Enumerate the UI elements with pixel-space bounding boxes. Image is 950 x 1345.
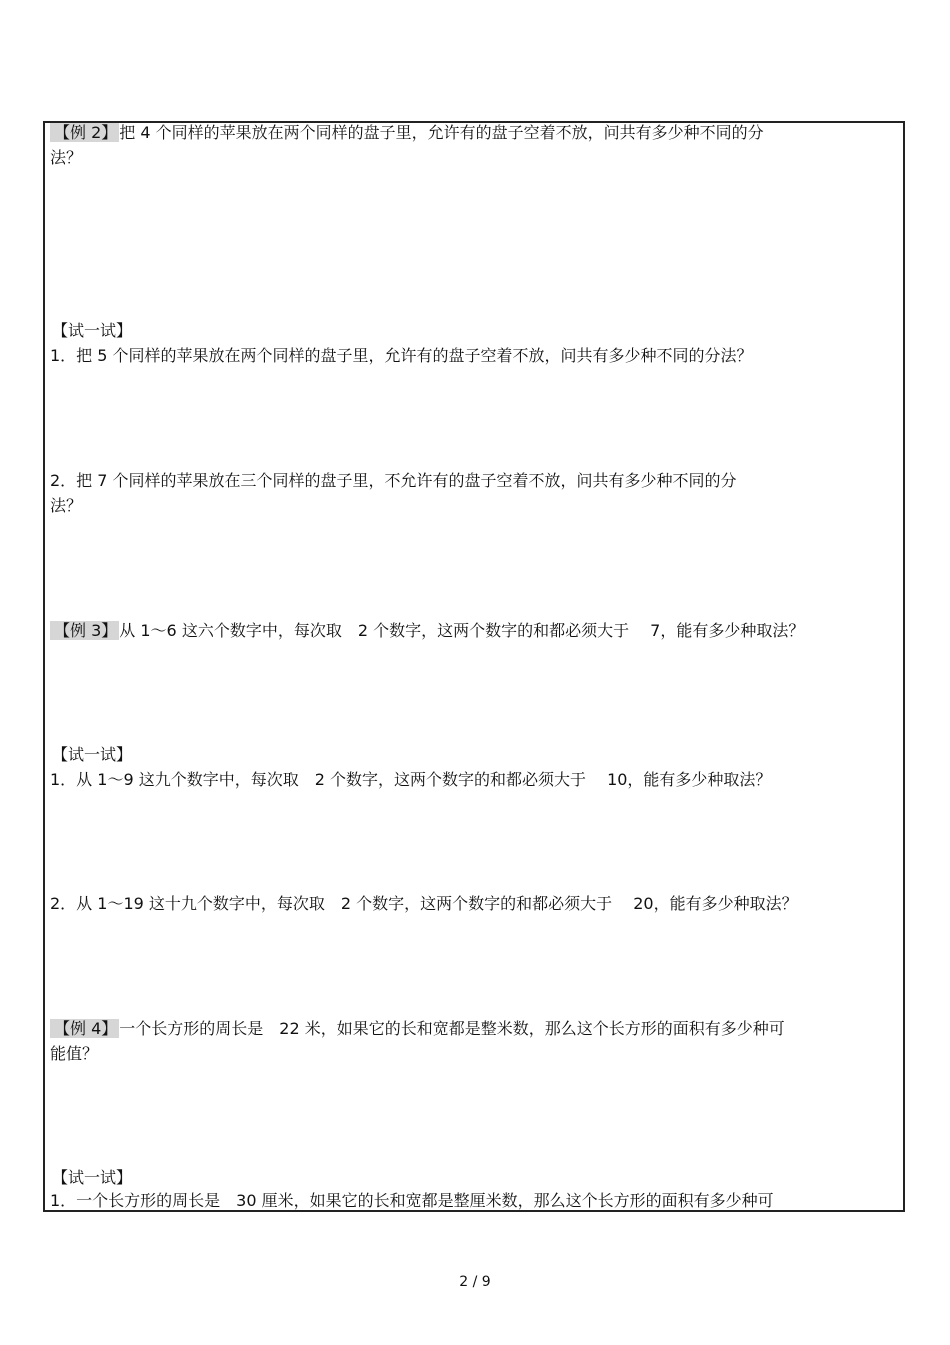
example4-tag: 【例 4】 xyxy=(50,1019,119,1038)
try2-question-2: 2．从 1～19 这十九个数字中，每次取 2 个数字，这两个数字的和都必须大于 20，能有多少种取法？ xyxy=(50,894,798,913)
example2-text-1: 把 4 个同样的苹果放在两个同样的盘子里，允许有的盘子空着不放，问共有多少种不同的分 xyxy=(119,123,764,142)
try2-question-1: 1．从 1～9 这九个数字中，每次取 2 个数字，这两个数字的和都必须大于 10，能有多少种取法？ xyxy=(50,770,772,789)
content-frame xyxy=(43,121,905,1212)
try1-question-2-line2: 法？ xyxy=(50,496,83,515)
try2-heading: 【试一试】 xyxy=(52,745,133,764)
example2-line1 xyxy=(50,122,764,144)
example4-line1 xyxy=(50,1018,785,1040)
example4-text-2: 能值？ xyxy=(50,1044,99,1063)
example3-tag: 【例 3】 xyxy=(50,621,119,640)
page-number: 2 / 9 xyxy=(459,1274,491,1290)
try1-heading: 【试一试】 xyxy=(52,321,133,340)
try1-question-1: 1．把 5 个同样的苹果放在两个同样的盘子里，允许有的盘子空着不放，问共有多少种不同的分法？ xyxy=(50,346,753,365)
example4-text-1: 一个长方形的周长是 22 米，如果它的长和宽都是整米数，那么这个长方形的面积有多少种可 xyxy=(119,1019,785,1038)
try1-question-2-line1: 2．把 7 个同样的苹果放在三个同样的盘子里，不允许有的盘子空着不放，问共有多少种不同的分 xyxy=(50,471,737,490)
example2-text-2: 法？ xyxy=(50,148,83,167)
example3-line xyxy=(50,620,804,642)
try3-question-1: 1．一个长方形的周长是 30 厘米，如果它的长和宽都是整厘米数，那么这个长方形的面积有多少种可 xyxy=(50,1191,774,1210)
try3-heading: 【试一试】 xyxy=(52,1168,133,1187)
example3-text: 从 1～6 这六个数字中，每次取 2 个数字，这两个数字的和都必须大于 7，能有多少种取法？ xyxy=(119,621,805,640)
example2-tag: 【例 2】 xyxy=(50,123,119,142)
